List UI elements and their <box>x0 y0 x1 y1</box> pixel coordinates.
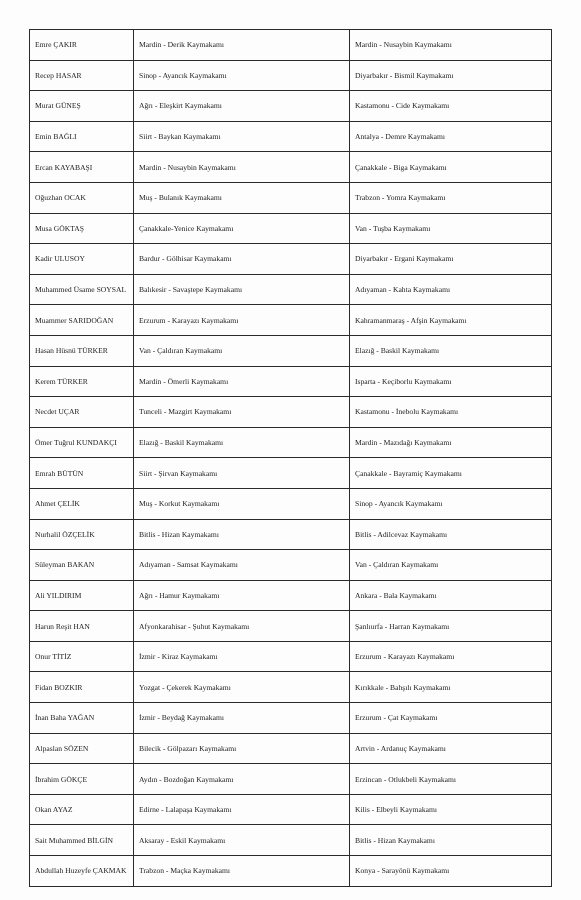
appointment-table <box>29 29 552 887</box>
table-body <box>30 30 552 887</box>
table-row <box>30 397 552 428</box>
table-row <box>30 91 552 122</box>
name-cell: Sait Muhammed BİLGİN <box>30 825 134 856</box>
new-post-cell: Kastamonu - Cide Kaymakamı <box>350 91 552 122</box>
current-post-cell: Bilecik - Gölpazarı Kaymakamı <box>134 733 350 764</box>
name-cell: Kerem TÜRKER <box>30 366 134 397</box>
name-cell: Oğuzhan OCAK <box>30 182 134 213</box>
name-cell: İbrahim GÖKÇE <box>30 764 134 795</box>
table-row <box>30 427 552 458</box>
new-post-cell: Bitlis - Adilcevaz Kaymakamı <box>350 519 552 550</box>
current-post-cell: Muş - Bulanık Kaymakamı <box>134 182 350 213</box>
new-post-cell: Çanakkale - Biga Kaymakamı <box>350 152 552 183</box>
new-post-cell: Kırıkkale - Bahşılı Kaymakamı <box>350 672 552 703</box>
current-post-cell: İzmir - Beydağ Kaymakamı <box>134 703 350 734</box>
name-cell: Okan AYAZ <box>30 794 134 825</box>
new-post-cell: Diyarbakır - Bismil Kaymakamı <box>350 60 552 91</box>
new-post-cell: Adıyaman - Kahta Kaymakamı <box>350 274 552 305</box>
new-post-cell: Isparta - Keçiborlu Kaymakamı <box>350 366 552 397</box>
name-cell: Necdet UÇAR <box>30 397 134 428</box>
table-row <box>30 764 552 795</box>
current-post-cell: İzmir - Kiraz Kaymakamı <box>134 641 350 672</box>
new-post-cell: Çanakkale - Bayramiç Kaymakamı <box>350 458 552 489</box>
current-post-cell: Trabzon - Maçka Kaymakamı <box>134 856 350 887</box>
current-post-cell: Muş - Korkut Kaymakamı <box>134 488 350 519</box>
new-post-cell: Konya - Sarayönü Kaymakamı <box>350 856 552 887</box>
new-post-cell: Elazığ - Baskil Kaymakamı <box>350 335 552 366</box>
new-post-cell: Şanlıurfa - Harran Kaymakamı <box>350 611 552 642</box>
current-post-cell: Tunceli - Mazgirt Kaymakamı <box>134 397 350 428</box>
current-post-cell: Afyonkarahisar - Şuhut Kaymakamı <box>134 611 350 642</box>
new-post-cell: Sinop - Ayancık Kaymakamı <box>350 488 552 519</box>
name-cell: Alpaslan SÖZEN <box>30 733 134 764</box>
table-row <box>30 152 552 183</box>
current-post-cell: Mardin - Nusaybin Kaymakamı <box>134 152 350 183</box>
current-post-cell: Bardur - Gölhisar Kaymakamı <box>134 244 350 275</box>
new-post-cell: Diyarbakır - Ergani Kaymakamı <box>350 244 552 275</box>
name-cell: Recep HASAR <box>30 60 134 91</box>
name-cell: Muhammed Üsame SOYSAL <box>30 274 134 305</box>
table-row <box>30 121 552 152</box>
name-cell: Süleyman BAKAN <box>30 550 134 581</box>
name-cell: İnan Baha YAĞAN <box>30 703 134 734</box>
table-row <box>30 60 552 91</box>
name-cell: Kadir ULUSOY <box>30 244 134 275</box>
name-cell: Emin BAĞLI <box>30 121 134 152</box>
current-post-cell: Ağrı - Hamur Kaymakamı <box>134 580 350 611</box>
new-post-cell: Trabzon - Yomra Kaymakamı <box>350 182 552 213</box>
name-cell: Hasan Hüsnü TÜRKER <box>30 335 134 366</box>
table-row <box>30 458 552 489</box>
new-post-cell: Ankara - Bala Kaymakamı <box>350 580 552 611</box>
table-row <box>30 733 552 764</box>
current-post-cell: Van - Çaldıran Kaymakamı <box>134 335 350 366</box>
table-row <box>30 672 552 703</box>
name-cell: Emrah BÜTÜN <box>30 458 134 489</box>
current-post-cell: Aksaray - Eskil Kaymakamı <box>134 825 350 856</box>
current-post-cell: Çanakkale-Yenice Kaymakamı <box>134 213 350 244</box>
name-cell: Nurhalil ÖZÇELİK <box>30 519 134 550</box>
current-post-cell: Adıyaman - Samsat Kaymakamı <box>134 550 350 581</box>
name-cell: Harun Reşit HAN <box>30 611 134 642</box>
table-row <box>30 274 552 305</box>
new-post-cell: Mardin - Nusaybin Kaymakamı <box>350 30 552 61</box>
new-post-cell: Van - Çaldıran Kaymakamı <box>350 550 552 581</box>
table-row <box>30 703 552 734</box>
new-post-cell: Erzurum - Çat Kaymakamı <box>350 703 552 734</box>
name-cell: Fidan BOZKIR <box>30 672 134 703</box>
current-post-cell: Bitlis - Hizan Kaymakamı <box>134 519 350 550</box>
table-row <box>30 641 552 672</box>
new-post-cell: Mardin - Mazıdağı Kaymakamı <box>350 427 552 458</box>
name-cell: Ahmet ÇELİK <box>30 488 134 519</box>
new-post-cell: Bitlis - Hizan Kaymakamı <box>350 825 552 856</box>
new-post-cell: Erzurum - Karayazı Kaymakamı <box>350 641 552 672</box>
table-row <box>30 30 552 61</box>
table-row <box>30 213 552 244</box>
new-post-cell: Erzincan - Otlukbeli Kaymakamı <box>350 764 552 795</box>
name-cell: Emre ÇAKIR <box>30 30 134 61</box>
current-post-cell: Siirt - Baykan Kaymakamı <box>134 121 350 152</box>
new-post-cell: Kahramanmaraş - Afşin Kaymakamı <box>350 305 552 336</box>
current-post-cell: Edirne - Lalapaşa Kaymakamı <box>134 794 350 825</box>
name-cell: Ercan KAYABAŞI <box>30 152 134 183</box>
name-cell: Musa GÖKTAŞ <box>30 213 134 244</box>
current-post-cell: Balıkesir - Savaştepe Kaymakamı <box>134 274 350 305</box>
name-cell: Muammer SARIDOĞAN <box>30 305 134 336</box>
current-post-cell: Mardin - Ömerli Kaymakamı <box>134 366 350 397</box>
new-post-cell: Van - Tuşba Kaymakamı <box>350 213 552 244</box>
table-row <box>30 488 552 519</box>
table-row <box>30 825 552 856</box>
current-post-cell: Mardin - Derik Kaymakamı <box>134 30 350 61</box>
table-row <box>30 182 552 213</box>
new-post-cell: Antalya - Demre Kaymakamı <box>350 121 552 152</box>
table-row <box>30 366 552 397</box>
current-post-cell: Siirt - Şirvan Kaymakamı <box>134 458 350 489</box>
table-row <box>30 244 552 275</box>
table-row <box>30 611 552 642</box>
table-row <box>30 550 552 581</box>
current-post-cell: Ağrı - Eleşkirt Kaymakamı <box>134 91 350 122</box>
new-post-cell: Artvin - Ardanuç Kaymakamı <box>350 733 552 764</box>
new-post-cell: Kastamonu - İnebolu Kaymakamı <box>350 397 552 428</box>
current-post-cell: Erzurum - Karayazı Kaymakamı <box>134 305 350 336</box>
name-cell: Ali YILDIRIM <box>30 580 134 611</box>
current-post-cell: Yozgat - Çekerek Kaymakamı <box>134 672 350 703</box>
new-post-cell: Kilis - Elbeyli Kaymakamı <box>350 794 552 825</box>
table-row <box>30 794 552 825</box>
name-cell: Onur TİTİZ <box>30 641 134 672</box>
table-row <box>30 580 552 611</box>
name-cell: Murat GÜNEŞ <box>30 91 134 122</box>
current-post-cell: Sinop - Ayancık Kaymakamı <box>134 60 350 91</box>
name-cell: Abdullah Huzeyfe ÇAKMAK <box>30 856 134 887</box>
current-post-cell: Aydın - Bozdoğan Kaymakamı <box>134 764 350 795</box>
table-row <box>30 519 552 550</box>
table-row <box>30 856 552 887</box>
table-row <box>30 335 552 366</box>
current-post-cell: Elazığ - Baskil Kaymakamı <box>134 427 350 458</box>
name-cell: Ömer Tuğrul KUNDAKÇI <box>30 427 134 458</box>
table-row <box>30 305 552 336</box>
